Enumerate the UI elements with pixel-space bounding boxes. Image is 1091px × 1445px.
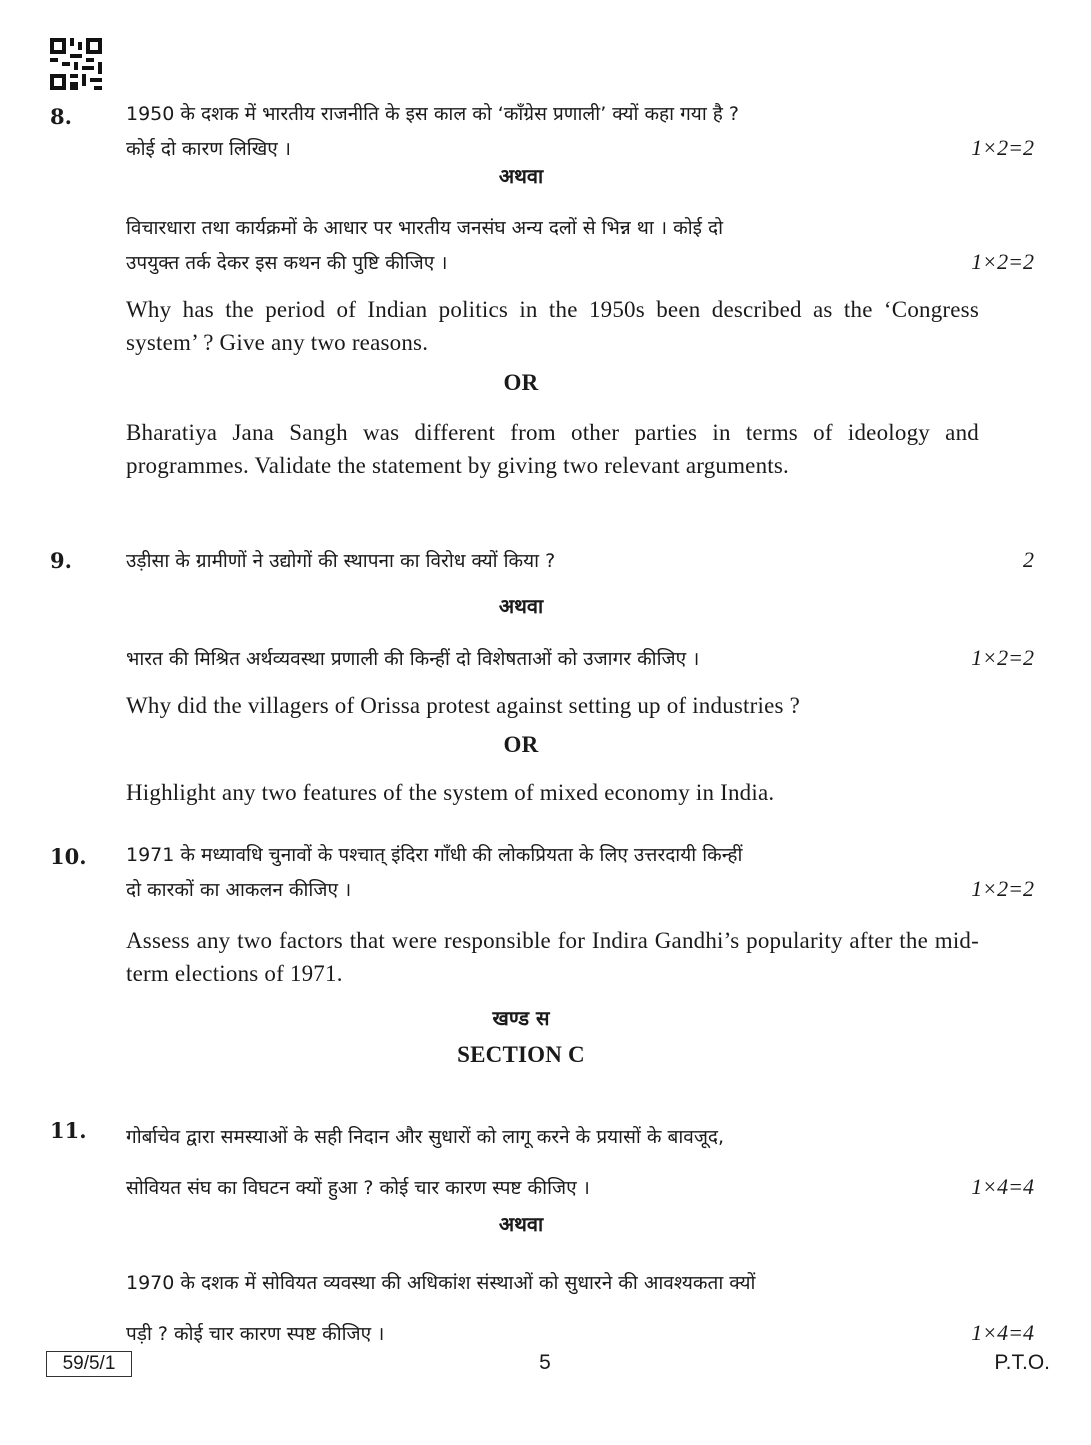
question-8-english: Why has the period of Indian politics in the 1950s been described as the ‘Congress system’ ? Give any two reasons.: [126, 297, 979, 355]
question-8-alt-hindi: [126, 212, 1034, 280]
section-title-hindi: खण्ड स: [492, 1006, 550, 1030]
or-english: OR: [503, 370, 539, 395]
question-text: 1950 के दशक में भारतीय राजनीति के इस काल को ‘काँग्रेस प्रणाली’ क्यों कहा गया है ?: [126, 103, 739, 125]
page-number: 5: [539, 1351, 551, 1374]
or-english: OR: [503, 732, 539, 757]
question-text: भारत की मिश्रित अर्थव्यवस्था प्रणाली की किन्हीं दो विशेषताओं को उजागर कीजिए ।: [126, 648, 700, 670]
question-text: उड़ीसा के ग्रामीणों ने उद्योगों की स्थापना का विरोध क्यों किया ?: [126, 550, 556, 572]
question-11-alt-hindi: [126, 1258, 1034, 1359]
marks: 1×2=2: [971, 135, 1034, 160]
question-11-hindi: [126, 1112, 1034, 1213]
question-number: 11.: [50, 1118, 87, 1143]
question-text: उपयुक्त तर्क देकर इस कथन की पुष्टि कीजिए ।: [126, 252, 448, 274]
question-10-english: Assess any two factors that were responsible for Indira Gandhi’s popularity after the mid-term elections of 1971.: [126, 928, 979, 986]
marks: 1×2=2: [971, 249, 1034, 274]
question-text: पड़ी ? कोई चार कारण स्पष्ट कीजिए ।: [126, 1323, 385, 1345]
question-9-hindi: [126, 543, 1034, 578]
question-8-hindi: [126, 98, 1034, 166]
qr-code-icon: [50, 38, 102, 90]
question-number: 9.: [50, 548, 72, 573]
question-10-hindi: [126, 839, 1034, 907]
section-title-english: SECTION C: [457, 1042, 585, 1067]
question-text: 1971 के मध्यावधि चुनावों के पश्चात् इंदिरा गाँधी की लोकप्रियता के लिए उत्तरदायी किन्हीं: [126, 844, 743, 866]
marks: 2: [1023, 547, 1034, 572]
pto-label: P.T.O.: [994, 1351, 1050, 1374]
or-hindi: अथवा: [498, 1212, 544, 1236]
question-text: विचारधारा तथा कार्यक्रमों के आधार पर भारतीय जनसंघ अन्य दलों से भिन्न था । कोई दो: [126, 217, 724, 239]
question-number: 10.: [50, 844, 87, 869]
question-8-alt-english: Bharatiya Jana Sangh was different from other parties in terms of ideology and programmes. Validate the statement by giving two relevant arguments.: [126, 420, 979, 478]
marks: 1×4=4: [971, 1174, 1034, 1199]
question-9-alt-english: Highlight any two features of the system of mixed economy in India.: [126, 780, 775, 805]
marks: 1×4=4: [971, 1320, 1034, 1345]
question-number: 8.: [50, 104, 72, 129]
question-text: 1970 के दशक में सोवियत व्यवस्था की अधिकांश संस्थाओं को सुधारने की आवश्यकता क्यों: [126, 1272, 756, 1294]
marks: 1×2=2: [971, 876, 1034, 901]
question-text: कोई दो कारण लिखिए ।: [126, 138, 292, 160]
or-hindi: अथवा: [498, 164, 544, 188]
question-text: दो कारकों का आकलन कीजिए ।: [126, 879, 352, 901]
or-hindi: अथवा: [498, 594, 544, 618]
question-text: गोर्बाचेव द्वारा समस्याओं के सही निदान और सुधारों को लागू करने के प्रयासों के बावजूद,: [126, 1126, 725, 1148]
question-9-english: Why did the villagers of Orissa protest against setting up of industries ?: [126, 693, 801, 718]
marks: 1×2=2: [971, 645, 1034, 670]
question-text: सोवियत संघ का विघटन क्यों हुआ ? कोई चार कारण स्पष्ट कीजिए ।: [126, 1177, 590, 1199]
question-9-alt-hindi: [126, 641, 1034, 676]
paper-code: 59/5/1: [46, 1351, 132, 1377]
